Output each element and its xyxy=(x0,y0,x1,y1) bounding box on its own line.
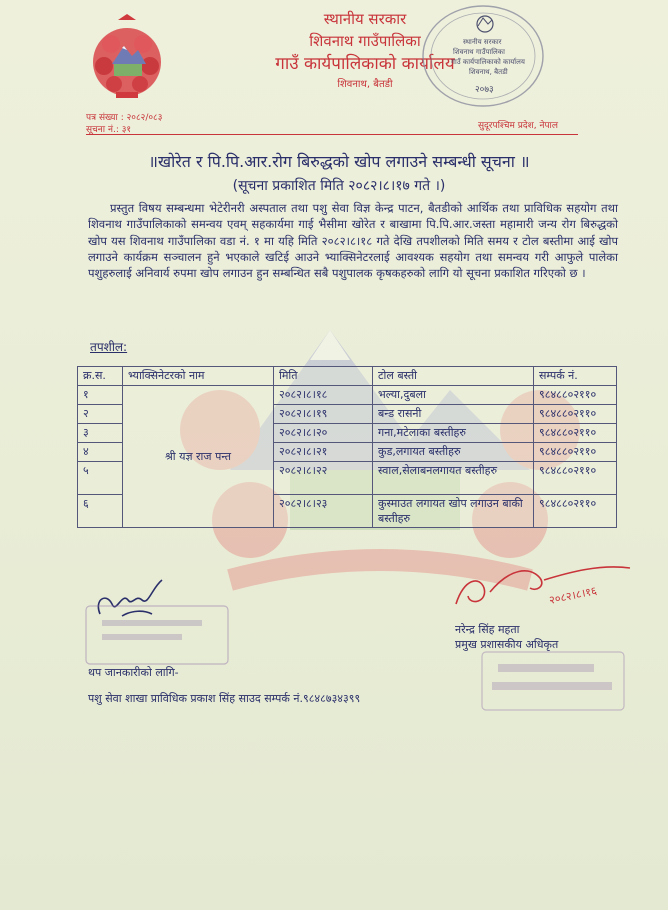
cell-date: २०८२।८।२२ xyxy=(274,462,373,495)
header-line-4: शिवनाथ, बैतडी xyxy=(337,79,393,90)
cell-tole: गना,मटेलाका बस्तीहरु xyxy=(373,424,534,443)
patra-sankhya: पत्र संख्या : २०८२/०८३ xyxy=(86,113,163,123)
tapsil-heading: तपशील: xyxy=(90,340,128,354)
cell-phone: ९८४८८०२११० xyxy=(534,405,617,424)
svg-text:शिवनाथ, बैतडी: शिवनाथ, बैतडी xyxy=(469,68,508,76)
cell-phone: ९८४८८०२११० xyxy=(534,462,617,495)
cell-sn: १ xyxy=(78,386,123,405)
svg-text:शिवनाथ गाउँपालिका: शिवनाथ गाउँपालिका xyxy=(453,48,505,56)
cell-sn: ४ xyxy=(78,443,123,462)
cell-tole: कुड,लगायत बस्तीहरु xyxy=(373,443,534,462)
suchana-number: सूचना नं.: ३१ xyxy=(86,125,132,135)
table-header-row xyxy=(78,367,617,386)
col-header-vaccinator: भ्याक्सिनेटरको नाम xyxy=(123,367,274,386)
col-header-phone: सम्पर्क नं. xyxy=(534,367,617,386)
footer-line-2: पशु सेवा शाखा प्राविधिक प्रकाश सिंह साउद सम्पर्क नं.९८४८७३४३९९ xyxy=(88,692,361,705)
header-divider xyxy=(86,134,578,135)
header-line-2: शिवनाथ गाउँपालिका xyxy=(309,32,421,50)
cell-phone: ९८४८८०२११० xyxy=(534,495,617,528)
cell-date: २०८२।८।१९ xyxy=(274,405,373,424)
cell-tole: भल्या,दुबला xyxy=(373,386,534,405)
seal-year: २०७३ xyxy=(475,85,494,95)
cell-sn: ३ xyxy=(78,424,123,443)
right-signature-icon xyxy=(450,558,650,618)
province-label: सुदूरपश्चिम प्रदेश, नेपाल xyxy=(477,121,558,131)
header-line-3: गाउँ कार्यपालिकाको कार्यालय xyxy=(275,54,455,74)
vaccination-schedule-table xyxy=(77,366,617,528)
right-stamp-icon xyxy=(478,646,628,716)
svg-text:स्थानीय सरकार: स्थानीय सरकार xyxy=(463,38,502,46)
footer-line-1: थप जानकारीको लागि- xyxy=(88,666,179,679)
cell-tole: कुस्माउत लगायत खोप लगाउन बाकी बस्तीहरु xyxy=(373,495,534,528)
notice-subtitle: (सूचना प्रकाशित मिति २०८२।८।१७ गते ।) xyxy=(232,178,446,194)
signature-date: २०८२।८।१६ xyxy=(547,584,598,607)
notice-title: ॥खोरेत र पि.पि.आर.रोग बिरुद्धको खोप लगाउने सम्बन्धी सूचना ॥ xyxy=(148,152,530,171)
cell-sn: ६ xyxy=(78,495,123,528)
cell-date: २०८२।८।२० xyxy=(274,424,373,443)
nepal-emblem-icon xyxy=(86,14,168,104)
signatory-title: प्रमुख प्रशासकीय अधिकृत xyxy=(455,638,559,651)
cell-sn: २ xyxy=(78,405,123,424)
cell-phone: ९८४८८०२११० xyxy=(534,424,617,443)
cell-tole: बन्ड रासनी xyxy=(373,405,534,424)
cell-vaccinator-name: श्री यज्ञ राज पन्त xyxy=(123,386,274,528)
cell-sn: ५ xyxy=(78,462,123,495)
cell-date: २०८२।८।२१ xyxy=(274,443,373,462)
cell-date: २०८२।८।१८ xyxy=(274,386,373,405)
cell-phone: ९८४८८०२११० xyxy=(534,443,617,462)
col-header-tole: टोल बस्ती xyxy=(373,367,534,386)
signatory-name: नरेन्द्र सिंह महता xyxy=(455,623,520,636)
cell-phone: ९८४८८०२११० xyxy=(534,386,617,405)
reference-block xyxy=(86,112,162,136)
notice-body: प्रस्तुत विषय सम्बन्धमा भेटेरीनरी अस्पताल तथा पशु सेवा विज्ञ केन्द्र पाटन, बैतडीको आर्थिक तथा प्राविधिक सहयोग तथा शिवनाथ गाउँपालिकाको समन्वय एवम् सहकार्यमा गाई भैसीमा खोरेत र बाखामा पि.पि.आर.जस्ता महामारी जन्य रोग बिरुद्धको खोप यस शिवनाथ गाउँपालिका वडा नं. १ मा यहि मिति २०८२।८।१८ गते देखि तपशीलको मिति समय र टोल बस्तीमा आई खोप लगाउने कार्यक्रम सञ्चालन हुने भएकाले खटिई आउने भ्याक्सिनेटरलाई आवश्यक सहयोग तथा समन्वय गरी आफुले पालेका पशुहरुलाई अनिवार्य रुपमा खोप लगाउन हुन सम्बन्धित सबै पशुपालक कृषकहरुको लागि यो सूचना प्रकाशित गरिएको छ । xyxy=(88,201,618,281)
footer-block xyxy=(88,660,360,712)
col-header-date: मिति xyxy=(274,367,373,386)
cell-tole: स्वाल,सेलाबनलगायत बस्तीहरु xyxy=(373,462,534,495)
table-row xyxy=(78,386,617,405)
header-line-1: स्थानीय सरकार xyxy=(323,10,407,28)
office-seal-stamp xyxy=(415,2,545,110)
cell-date: २०८२।८।२३ xyxy=(274,495,373,528)
col-header-sn: क्र.स. xyxy=(78,367,123,386)
svg-text:गाउँ कार्यपालिकाको कार्यालय: गाउँ कार्यपालिकाको कार्यालय xyxy=(451,58,525,66)
